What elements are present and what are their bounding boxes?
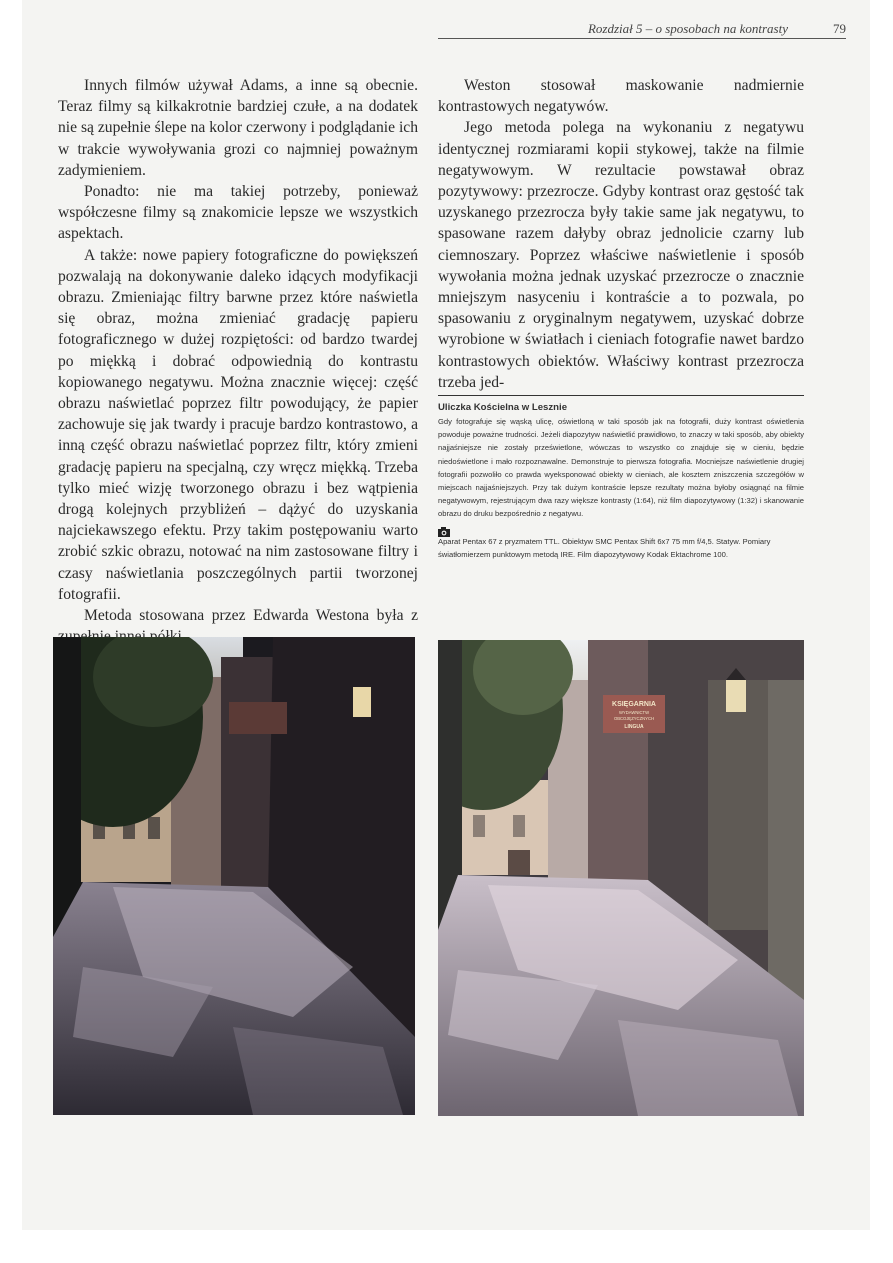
sign-line-1: KSIĘGARNIA	[612, 701, 656, 708]
camera-icon	[438, 524, 450, 534]
left-text-column	[58, 75, 418, 647]
page-number: 79	[833, 21, 846, 36]
paragraph: Metoda stosowana przez Edwarda Westona była z	[84, 607, 418, 625]
paragraph: Innych filmów używał Adams, a inne są obecnie. Teraz filmy są kilkakrotnie bardziej czułe, a na dodatek nie są zupełnie ślepe na kolor czerwony i podglądanie ich w trakcie wywoływania grozi co najmniej poważnym zadymieniem.	[58, 77, 418, 179]
street-photo-underexposed	[53, 637, 415, 1115]
caption-title: Uliczka Kościelna w Lesznie	[438, 402, 568, 413]
paragraph: Jego metoda polega na wykonaniu z negatywu identycznej rozmiarami kopii stykowej, także na filmie negatywowym. W rezultacie powstawał obraz pozytywowy: przezrocze. Gdyby kontrast oraz gęstość tak uzyskanego przezrocza były takie same jak negatywu, to spasowane razem dałyby obraz jednolicie czarny lub ciemnoszary. Poprzez właściwe naświetlenie i sposób wywołania można jednak uzyskać przezrocze o znacznie mniejszym nasyceniu i kontraście a to pozwala, po spasowaniu z oryginalnym negatywem, uzyskać dobrze wyrobione w światłach i cieniach fotografie nawet bardzo kontrastowych obiektów. Właściwy kontrast przezrocza trzeba jed-	[438, 119, 804, 391]
paragraph: Ponadto: nie ma takiej potrzeby, ponieważ współczesne filmy są znakomicie lepsze we wszystkich aspektach.	[58, 183, 418, 243]
paragraph: A także: nowe papiery fotograficzne do powiększeń pozwalają na dokonywanie daleko idących modyfikacji obrazu. Zmieniając filtry barwne przez które naświetla się obraz, można zmieniać gradację papieru fotograficznego w dużej rozpiętości: od bardzo twardej po miękką i dobrać odpowiednią do kontrastu kopiowanego negatywu. Można znacznie więcej: część obrazu naświetlać poprzez filtr powodujący, że papier zachowuje się jak twardy i pracuje bardzo kontrastowo, a inną część obrazu naświetlać poprzez filtr, który zmieni gradację papieru na specjalną, czy wręcz miękką. Trzeba tylko mieć wizję tworzonego obrazu i bez wątpienia drogą kolejnych przybliżeń – dążyć do uzyskania najciekawszego efektu. Przy takim postępowaniu warto zrobić szkic obrazu, notować na nim zastosowane filtry i czasy naświetlania poszczególnych partii tworzonej fotografii.	[58, 246, 418, 603]
caption-text: Gdy fotografuje się wąską ulicę, oświetloną w taki sposób jak na fotografii, duży kontrast oświetlenia powoduje poważne trudności. Jeżeli diapozytyw naświetlić prawidłowo, to znaczy w taki sposób, aby obiekty najjaśniejsze nie zostały prześwietlone, wówczas to wszystko co znajduje się w cieniu, będzie niedoświetlone i mało rozpoznawalne. Demonstruje to pierwsza fotografia. Mocniejsze naświetlenie drugiej fotografii pozwoliło co prawda wyeksponować obiekty w cieniach, ale kosztem zniszczenia szczegółów w miejscach najjaśniejszych. Przy tak dużym kontraście lepsze rezultaty można byłoby osiągnąć na filmie negatywowym, rejestrującym dwa razy większe kontrasty (1:64), niż film diapozytywowy (1:32) i skanowanie obrazu do druku bezpośrednio z negatywu.	[438, 417, 804, 519]
paragraph: Weston stosował maskowanie nadmiernie kontrastowych negatywów.	[438, 77, 804, 116]
sign-line-4: LINGUA	[624, 724, 644, 730]
running-title: Rozdział 5 – o sposobach na kontrasty	[587, 21, 788, 36]
photo-caption	[438, 395, 804, 561]
right-text-column	[438, 75, 804, 393]
sign-line-3: OBCOJĘZYCZNYCH	[613, 716, 655, 721]
running-header	[438, 16, 846, 39]
sign-line-2: WYDAWNICTW	[618, 710, 650, 715]
street-photo-overexposed	[438, 640, 804, 1116]
equipment-text: Aparat Pentax 67 z pryzmatem TTL. Obiektyw SMC Pentax Shift 6x7 75 mm f/4,5. Statyw. Pomiary światłomierzem punktowym metodą IRE. Film diapozytywowy Kodak Ektachrome 100.	[438, 536, 771, 559]
